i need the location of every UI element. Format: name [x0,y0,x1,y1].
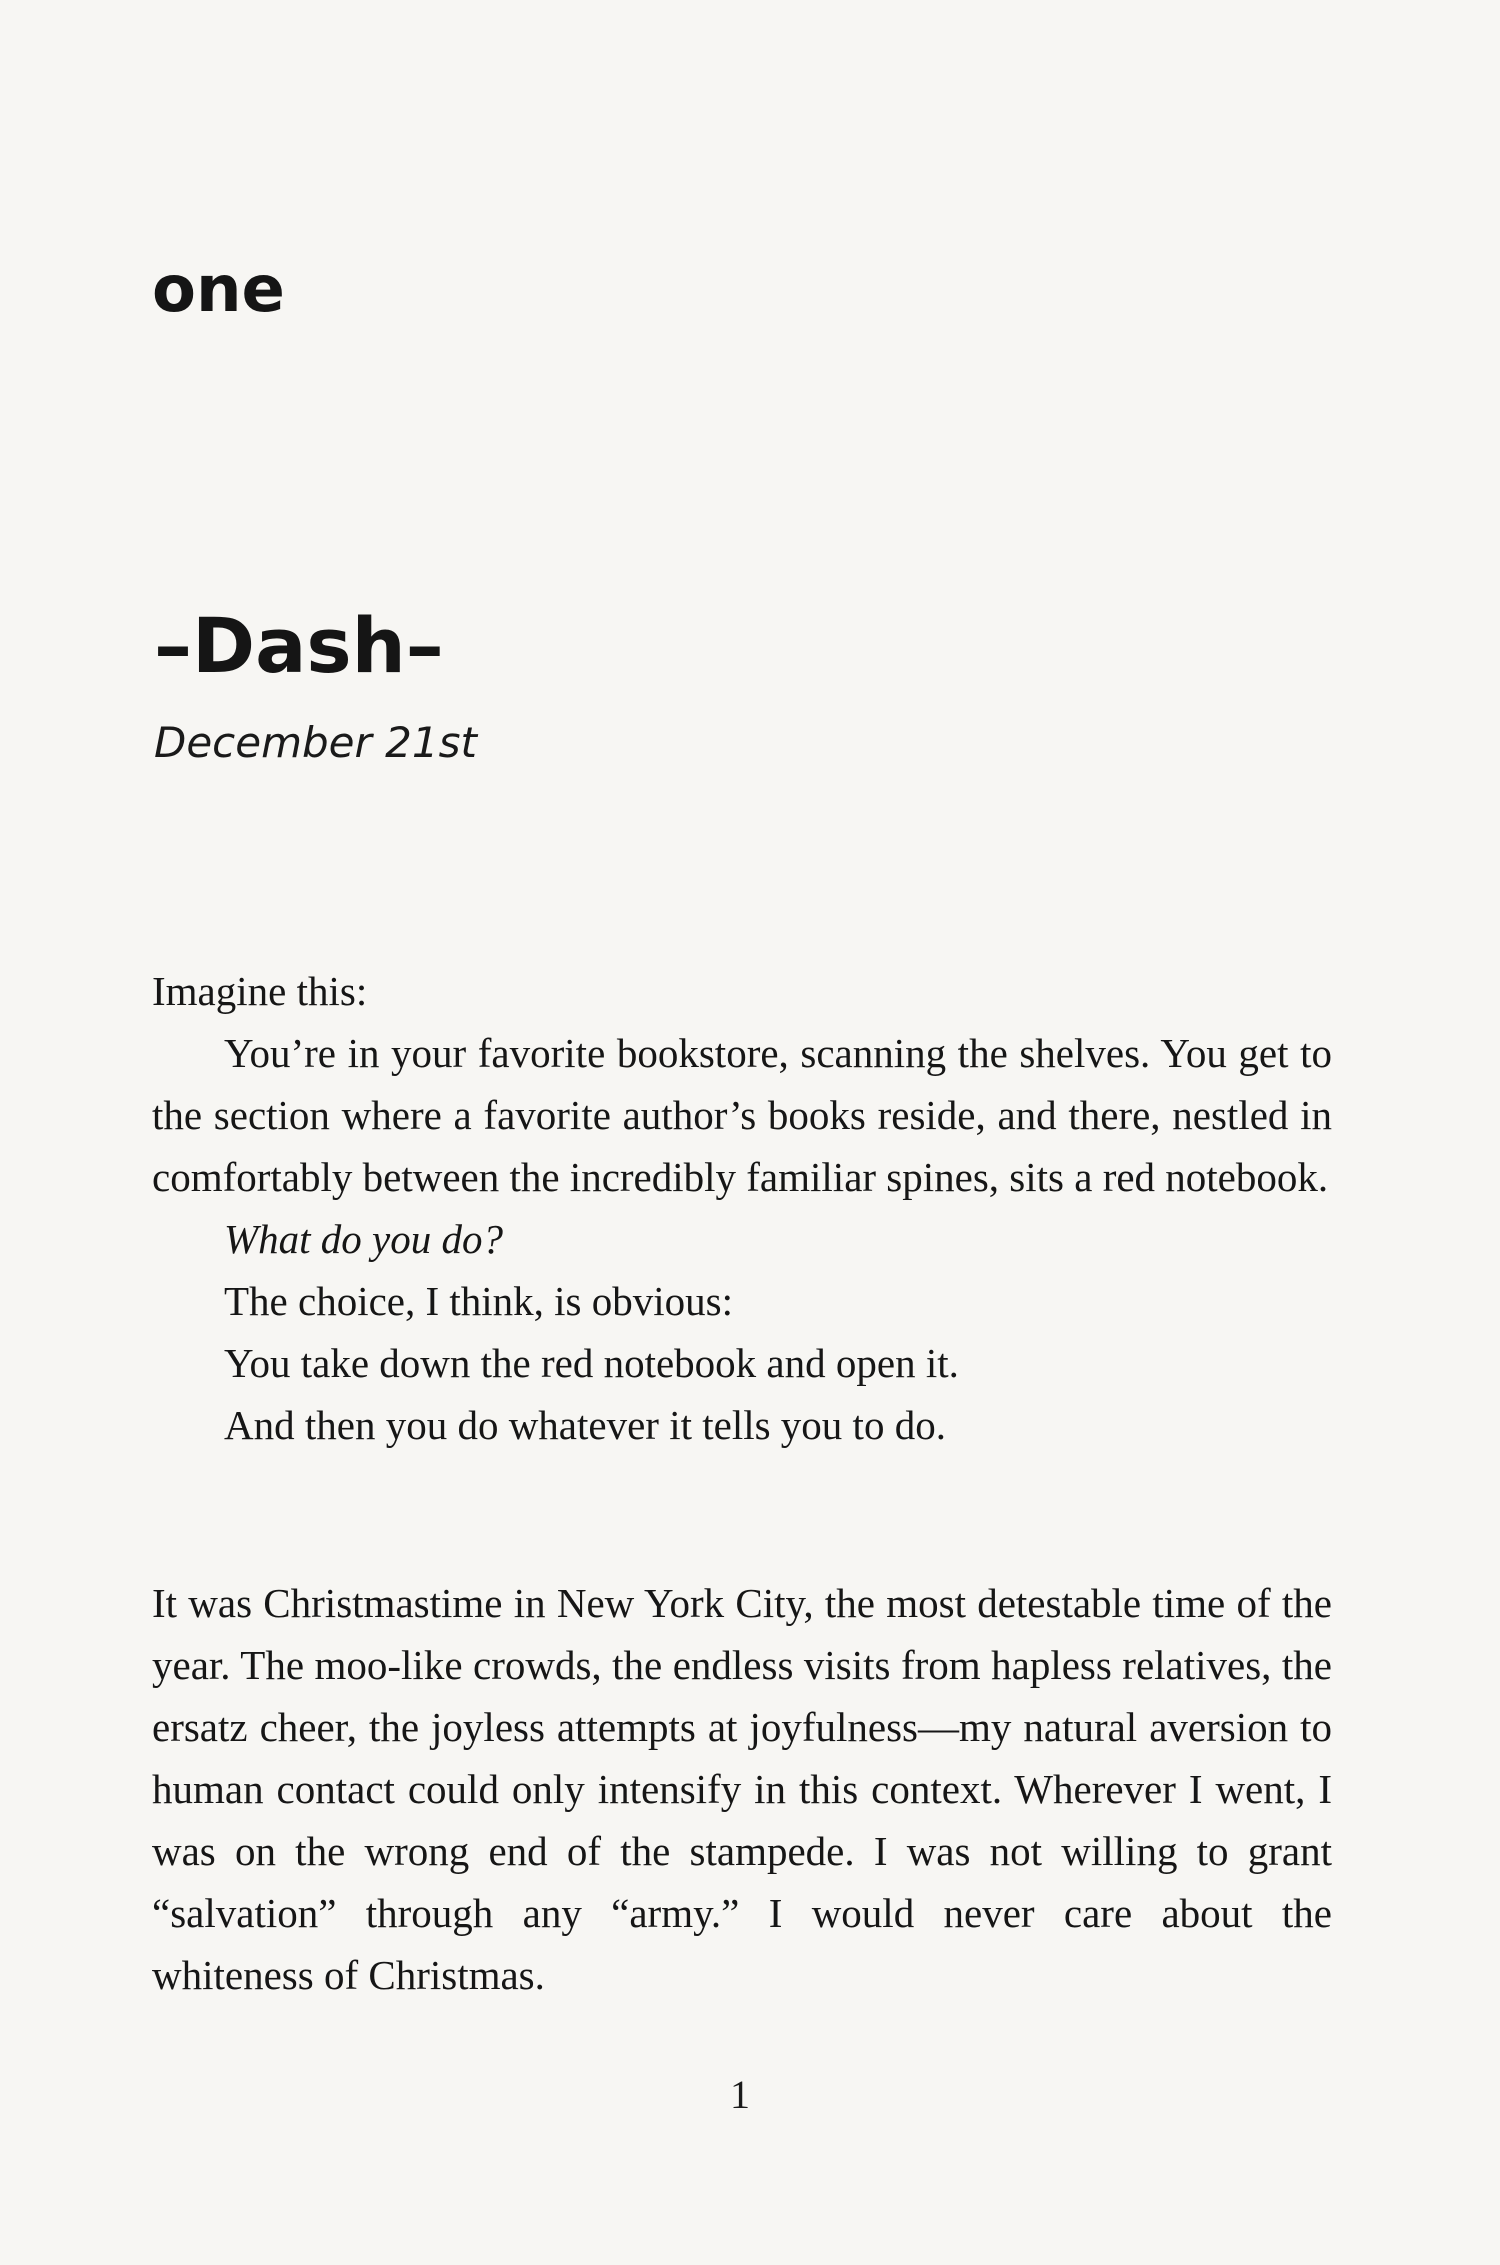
paragraph: And then you do whatever it tells you to do. [224,1402,946,1448]
paragraph: Imagine this: [152,968,368,1014]
chapter-date: December 21st [154,718,477,767]
paragraph: The choice, I think, is obvious: [224,1278,733,1324]
chapter-number: one [152,253,285,327]
page-number: 1 [730,2072,750,2117]
intro-passage [152,960,1332,1456]
paragraph: It was Christmastime in New York City, the most detestable time of the year. The moo-like crowds, the endless visits from hapless relatives, the ersatz cheer, the joyless attempts at joyfulness—my natural aversion to human contact could only intensify in this context. Wherever I went, I was on the wrong end of the stampede. I was not willing to grant “salvation” through any “army.” I would never care about the whiteness of Christmas. [152,1580,1332,1998]
paragraph: You’re in your favorite bookstore, scanning the shelves. You get to the section where a favorite author’s books reside, and there, nestled in comfortably between the incredibly familiar spines, sits a red notebook. [152,1030,1332,1200]
paragraph: You take down the red notebook and open it. [224,1340,959,1386]
chapter-title: –Dash– [154,601,444,690]
main-passage [152,1572,1332,2006]
paragraph: What do you do? [224,1216,503,1262]
